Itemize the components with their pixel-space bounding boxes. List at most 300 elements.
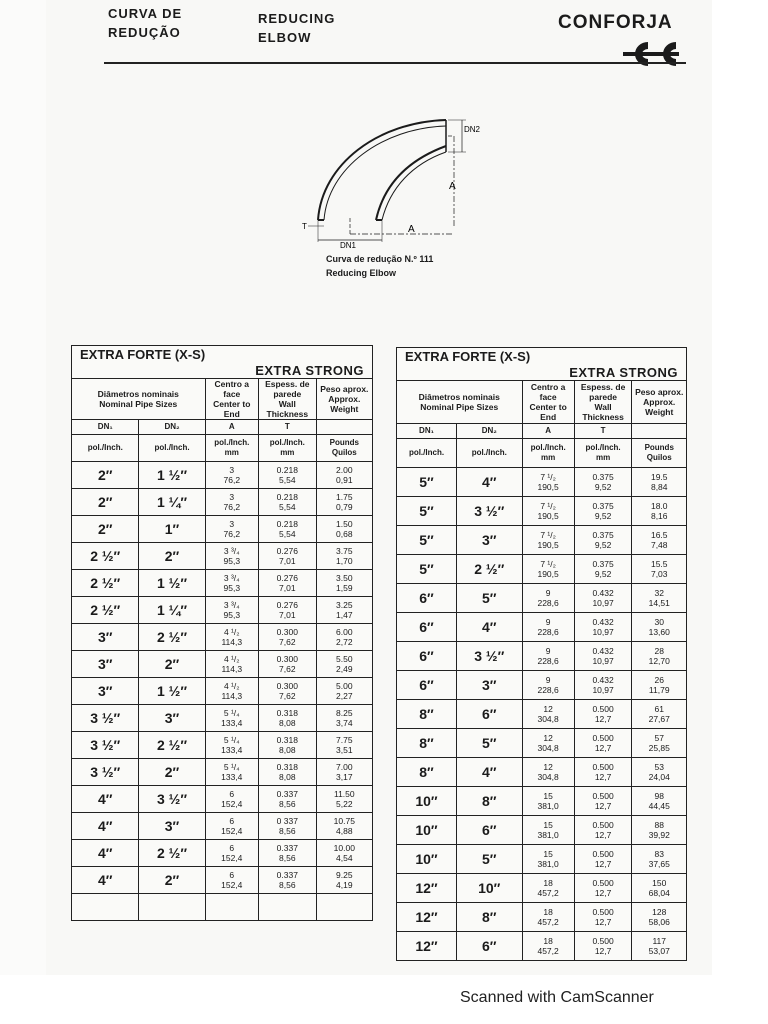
- table-row: [72, 651, 373, 678]
- title-english: [258, 9, 368, 47]
- a-mm-value: 304,8: [537, 714, 559, 724]
- weight-pt: Peso aprox.: [320, 384, 369, 394]
- dn1-cell: 10″: [397, 845, 457, 874]
- symbol-header-row: [397, 424, 687, 439]
- table-row: [397, 816, 687, 845]
- a-in-value: 3 ³/₄: [223, 600, 240, 610]
- a-mm-value: 114,3: [221, 637, 243, 647]
- t-cell: [258, 813, 316, 840]
- dn2-cell: 3 ½″: [456, 642, 522, 671]
- table-title-pt: EXTRA FORTE (X-S): [397, 348, 687, 365]
- a-cell: [205, 516, 258, 543]
- dn2-unit: pol./Inch.: [139, 435, 205, 462]
- table-row: [397, 787, 687, 816]
- t-unit-mm: mm: [280, 448, 295, 457]
- a-mm-value: 228,6: [537, 598, 559, 608]
- t-mm-value: 8,56: [279, 799, 296, 809]
- t-mm-value: 12,7: [594, 714, 612, 724]
- title-pt-line2: REDUÇÃO: [108, 25, 181, 40]
- table-row: [397, 526, 687, 555]
- w-lb-value: 8.25: [336, 708, 353, 718]
- t-cell: [258, 489, 316, 516]
- t-in-value: 0.432: [592, 646, 614, 656]
- dn2-header: DN₂: [456, 424, 522, 439]
- dn1-cell: 3″: [72, 678, 139, 705]
- a-in-value: 18: [543, 878, 553, 888]
- t-mm-value: 12,7: [594, 917, 612, 927]
- t-cell: [574, 613, 632, 642]
- table-row: [397, 845, 687, 874]
- a-unit-inch: pol./Inch.: [530, 443, 566, 452]
- table-row: [72, 462, 373, 489]
- table-title-pt: EXTRA FORTE (X-S): [72, 346, 373, 363]
- dn2-cell: 3″: [456, 526, 522, 555]
- w-lb-value: 150: [652, 878, 667, 888]
- table-title-row: [72, 346, 373, 363]
- a-cell: [205, 813, 258, 840]
- a-unit: [522, 439, 574, 468]
- t-mm-value: 5,54: [279, 475, 296, 485]
- a-in-value: 18: [543, 936, 553, 946]
- t-cell: [574, 874, 632, 903]
- dn2-cell: 2″: [139, 759, 205, 786]
- w-kg-value: 7,03: [650, 569, 668, 579]
- dn2-cell: 2″: [139, 867, 205, 894]
- weight-cell: [632, 555, 687, 584]
- a-cell: [522, 642, 574, 671]
- weight-blank-header: [316, 420, 372, 435]
- a-mm-value: 95,3: [223, 583, 241, 593]
- t-mm-value: 12,7: [594, 743, 612, 753]
- weight-header: [316, 379, 372, 420]
- a-mm-value: 152,4: [221, 799, 243, 809]
- weight-pt: Peso aprox.: [635, 387, 684, 397]
- t-cell: [258, 759, 316, 786]
- weight-cell: [632, 468, 687, 497]
- a-cell: [522, 787, 574, 816]
- w-lb-value: 11.50: [333, 789, 355, 799]
- a-in-value: 15: [543, 849, 553, 859]
- w-kg-value: 25,85: [648, 743, 670, 753]
- weight-cell: [632, 874, 687, 903]
- scanner-watermark: Scanned with CamScanner: [460, 989, 654, 1006]
- nominal-sizes-header: [397, 381, 523, 424]
- a-cell: [205, 651, 258, 678]
- dn2-header: DN₂: [139, 420, 205, 435]
- weight-unit-quilos: Quilos: [646, 453, 672, 462]
- dn2-cell: 1″: [139, 516, 205, 543]
- table-subtitle-row: [397, 364, 687, 381]
- t-in-value: 0.500: [592, 936, 614, 946]
- dn2-cell: 5″: [456, 584, 522, 613]
- right-table-body: [397, 468, 687, 961]
- t-mm-value: 8,56: [279, 826, 296, 836]
- t-unit-mm: mm: [595, 453, 611, 462]
- t-mm-value: 7,01: [279, 610, 296, 620]
- weight-cell: [316, 705, 372, 732]
- t-in-value: 0.276: [276, 600, 298, 610]
- t-in-value: 0.276: [276, 546, 298, 556]
- weight-cell: [316, 678, 372, 705]
- dn2-cell: 3 ½″: [456, 497, 522, 526]
- a-cell: [205, 489, 258, 516]
- dn2-cell: 4″: [456, 758, 522, 787]
- weight-cell: [632, 526, 687, 555]
- t-mm-value: 8,08: [279, 745, 296, 755]
- a-in-value: 6: [229, 843, 235, 853]
- table-row: [72, 705, 373, 732]
- unit-header-row: [397, 439, 687, 468]
- table-row: [72, 867, 373, 894]
- a-in-value: 7 ¹/₂: [540, 472, 556, 482]
- t-in-value: 0.500: [592, 762, 614, 772]
- t-cell: [258, 543, 316, 570]
- table-row: [72, 597, 373, 624]
- a-mm-value: 381,0: [537, 830, 559, 840]
- weight-cell: [316, 597, 372, 624]
- a-mm-value: 381,0: [537, 801, 559, 811]
- dn1-cell: 5″: [397, 497, 457, 526]
- dn1-cell: 12″: [397, 932, 457, 961]
- t-cell: [258, 705, 316, 732]
- table-row: [72, 570, 373, 597]
- t-cell: [574, 584, 632, 613]
- w-lb-value: 15.5: [650, 559, 668, 569]
- empty-cell: [139, 894, 205, 921]
- a-cell: [522, 932, 574, 961]
- a-cell: [205, 570, 258, 597]
- a-cell: [522, 874, 574, 903]
- weight-cell: [632, 497, 687, 526]
- t-in-value: 0.337: [276, 870, 298, 880]
- t-cell: [574, 642, 632, 671]
- w-kg-value: 24,04: [648, 772, 670, 782]
- center-to-end-pt: Centro a face: [530, 382, 566, 402]
- w-kg-value: 0,68: [336, 529, 353, 539]
- dn1-cell: 2 ½″: [72, 597, 139, 624]
- t-mm-value: 12,7: [594, 801, 612, 811]
- t-in-value: 0 337: [276, 816, 298, 826]
- binding-edge: [0, 0, 46, 975]
- center-to-end-header: [522, 381, 574, 424]
- dn1-cell: 8″: [397, 729, 457, 758]
- a-in-value: 9: [545, 675, 551, 685]
- w-lb-value: 18.0: [650, 501, 668, 511]
- a-in-value: 3 ³/₄: [223, 546, 240, 556]
- a-mm-value: 457,2: [537, 917, 559, 927]
- a-mm-value: 76,2: [223, 475, 241, 485]
- dn2-cell: 4″: [456, 468, 522, 497]
- brand-name: CONFORJA: [558, 12, 673, 33]
- dn2-cell: 1 ½″: [139, 462, 205, 489]
- dn1-header: DN₁: [72, 420, 139, 435]
- t-mm-value: 7,62: [279, 664, 296, 674]
- a-cell: [205, 543, 258, 570]
- table-row: [397, 642, 687, 671]
- dn1-cell: 5″: [397, 526, 457, 555]
- dn2-cell: 1 ½″: [139, 678, 205, 705]
- w-lb-value: 9.25: [336, 870, 353, 880]
- wall-thickness-header: [258, 379, 316, 420]
- dn2-unit: pol./Inch.: [456, 439, 522, 468]
- reducing-elbow-drawing: [298, 108, 498, 248]
- dn1-cell: 8″: [397, 758, 457, 787]
- a-in-value: 4 ¹/₂: [223, 627, 240, 637]
- dn1-cell: 8″: [397, 700, 457, 729]
- a-in-value: 6: [229, 870, 235, 880]
- a-in-value: 3: [229, 492, 235, 502]
- a-mm-value: 304,8: [537, 743, 559, 753]
- t-in-value: 0.337: [276, 789, 298, 799]
- a-header: A: [522, 424, 574, 439]
- a-in-value: 12: [543, 733, 553, 743]
- t-in-value: 0.500: [592, 878, 614, 888]
- center-to-end-header: [205, 379, 258, 420]
- dn1-cell: 2″: [72, 516, 139, 543]
- w-lb-value: 26: [654, 675, 664, 685]
- a-in-value: 18: [543, 907, 553, 917]
- w-lb-value: 16.5: [650, 530, 668, 540]
- table-row: [397, 468, 687, 497]
- dn1-cell: 6″: [397, 671, 457, 700]
- a-in-value: 15: [543, 791, 553, 801]
- table-row: [397, 671, 687, 700]
- empty-cell: [316, 894, 372, 921]
- a-in-value: 5 ¹/₄: [223, 735, 240, 745]
- a-in-value: 3 ³/₄: [223, 573, 240, 583]
- table-row: [397, 903, 687, 932]
- a-vertical-dimension-label: A: [449, 181, 456, 192]
- nominal-sizes-pt: Diâmetros nominais: [418, 392, 500, 402]
- nominal-sizes-pt: Diâmetros nominais: [97, 389, 179, 399]
- table-row: [72, 678, 373, 705]
- t-cell: [574, 468, 632, 497]
- w-kg-value: 39,92: [648, 830, 670, 840]
- a-cell: [522, 584, 574, 613]
- a-in-value: 5 ¹/₄: [223, 762, 240, 772]
- t-in-value: 0.276: [276, 573, 298, 583]
- t-mm-value: 8,08: [279, 718, 296, 728]
- w-lb-value: 3.50: [336, 573, 353, 583]
- w-lb-value: 88: [654, 820, 664, 830]
- t-in-value: 0.500: [592, 791, 614, 801]
- a-cell: [522, 526, 574, 555]
- weight-cell: [316, 786, 372, 813]
- a-mm-value: 190,5: [537, 511, 559, 521]
- t-mm-value: 9,52: [594, 511, 612, 521]
- weight-en: Approx. Weight: [643, 397, 676, 417]
- w-lb-value: 5.00: [336, 681, 353, 691]
- t-cell: [258, 732, 316, 759]
- a-unit-mm: mm: [541, 453, 556, 462]
- t-cell: [574, 700, 632, 729]
- w-lb-value: 19.5: [650, 472, 668, 482]
- table-title-en: EXTRA STRONG: [72, 362, 373, 379]
- dn1-cell: 5″: [397, 468, 457, 497]
- t-cell: [574, 526, 632, 555]
- a-cell: [205, 867, 258, 894]
- wall-thickness-pt: Espess. de parede: [580, 382, 626, 402]
- a-cell: [522, 845, 574, 874]
- table-row: [72, 516, 373, 543]
- dn1-cell: 3″: [72, 624, 139, 651]
- table-row: [397, 932, 687, 961]
- table-title-en: EXTRA STRONG: [397, 364, 687, 381]
- dn1-cell: 12″: [397, 874, 457, 903]
- t-mm-value: 12,7: [594, 946, 612, 956]
- symbol-header-row: [72, 420, 373, 435]
- w-lb-value: 5.50: [336, 654, 353, 664]
- w-lb-value: 1.50: [336, 519, 353, 529]
- dn1-cell: 3 ½″: [72, 705, 139, 732]
- a-mm-value: 95,3: [223, 610, 241, 620]
- dn1-cell: 4″: [72, 867, 139, 894]
- a-mm-value: 228,6: [537, 627, 559, 637]
- dn1-unit: pol./Inch.: [397, 439, 457, 468]
- w-kg-value: 5,22: [336, 799, 353, 809]
- dn1-cell: 2 ½″: [72, 543, 139, 570]
- weight-cell: [632, 903, 687, 932]
- w-lb-value: 2.00: [336, 465, 353, 475]
- a-cell: [522, 758, 574, 787]
- w-lb-value: 83: [654, 849, 664, 859]
- t-in-value: 0.500: [592, 820, 614, 830]
- table-subtitle-row: [72, 362, 373, 379]
- weight-en: Approx. Weight: [328, 394, 361, 414]
- weight-cell: [632, 642, 687, 671]
- t-in-value: 0.375: [592, 472, 614, 482]
- a-mm-value: 133,4: [221, 718, 243, 728]
- a-mm-value: 133,4: [221, 745, 243, 755]
- w-kg-value: 8,84: [650, 482, 668, 492]
- w-kg-value: 44,45: [648, 801, 670, 811]
- weight-blank-header: [632, 424, 687, 439]
- w-lb-value: 57: [654, 733, 664, 743]
- w-kg-value: 53,07: [648, 946, 670, 956]
- dn2-cell: 3″: [139, 705, 205, 732]
- t-cell: [258, 840, 316, 867]
- a-in-value: 4 ¹/₂: [223, 654, 240, 664]
- dn2-cell: 8″: [456, 903, 522, 932]
- weight-cell: [316, 543, 372, 570]
- dn1-cell: 3 ½″: [72, 732, 139, 759]
- drawing-caption-pt: Curva de redução N.º 111: [326, 254, 434, 264]
- w-kg-value: 4,19: [336, 880, 353, 890]
- t-in-value: 0.375: [592, 559, 614, 569]
- a-mm-value: 457,2: [537, 946, 559, 956]
- a-mm-value: 133,4: [221, 772, 243, 782]
- t-dimension-label: T: [302, 222, 307, 231]
- t-in-value: 0.432: [592, 675, 614, 685]
- t-mm-value: 12,7: [594, 859, 612, 869]
- a-mm-value: 457,2: [537, 888, 559, 898]
- w-lb-value: 7.00: [336, 762, 353, 772]
- w-lb-value: 32: [654, 588, 664, 598]
- dn2-cell: 4″: [456, 613, 522, 642]
- w-kg-value: 2,27: [336, 691, 353, 701]
- t-cell: [574, 932, 632, 961]
- a-mm-value: 76,2: [223, 529, 241, 539]
- t-in-value: 0.318: [276, 762, 298, 772]
- w-lb-value: 61: [654, 704, 664, 714]
- w-kg-value: 13,60: [648, 627, 670, 637]
- table-row: [72, 759, 373, 786]
- a-mm-value: 304,8: [537, 772, 559, 782]
- a-mm-value: 152,4: [221, 853, 243, 863]
- t-mm-value: 12,7: [594, 888, 612, 898]
- dn2-cell: 3″: [456, 671, 522, 700]
- a-horizontal-dimension-label: A: [408, 224, 415, 235]
- cc-logo-icon: [619, 38, 681, 70]
- dn1-cell: 2 ½″: [72, 570, 139, 597]
- w-lb-value: 6.00: [336, 627, 353, 637]
- table-row: [397, 874, 687, 903]
- t-in-value: 0.318: [276, 735, 298, 745]
- w-lb-value: 128: [652, 907, 667, 917]
- a-in-value: 7 ¹/₂: [540, 530, 556, 540]
- w-kg-value: 27,67: [648, 714, 670, 724]
- t-unit: [258, 435, 316, 462]
- t-mm-value: 9,52: [594, 540, 612, 550]
- t-mm-value: 10,97: [592, 627, 614, 637]
- dn1-cell: 10″: [397, 816, 457, 845]
- table-row: [397, 584, 687, 613]
- t-cell: [258, 624, 316, 651]
- w-kg-value: 12,70: [648, 656, 670, 666]
- dn2-cell: 10″: [456, 874, 522, 903]
- a-in-value: 9: [545, 646, 551, 656]
- w-kg-value: 1,47: [336, 610, 353, 620]
- a-cell: [205, 462, 258, 489]
- a-cell: [522, 729, 574, 758]
- a-in-value: 6: [229, 816, 235, 826]
- table-row: [72, 732, 373, 759]
- a-in-value: 5 ¹/₄: [223, 708, 240, 718]
- dn2-cell: 2 ½″: [139, 840, 205, 867]
- w-lb-value: 1.75: [336, 492, 353, 502]
- t-cell: [258, 462, 316, 489]
- w-kg-value: 2,49: [336, 664, 353, 674]
- weight-cell: [316, 570, 372, 597]
- dn2-cell: 6″: [456, 932, 522, 961]
- weight-cell: [632, 613, 687, 642]
- center-to-end-en: Center to End: [529, 402, 567, 422]
- a-cell: [205, 786, 258, 813]
- dn1-cell: 3 ½″: [72, 759, 139, 786]
- t-mm-value: 10,97: [592, 685, 614, 695]
- a-mm-value: 76,2: [223, 502, 241, 512]
- nominal-sizes-en: Nominal Pipe Sizes: [420, 402, 499, 412]
- a-in-value: 3: [229, 519, 235, 529]
- weight-cell: [632, 700, 687, 729]
- w-kg-value: 14,51: [648, 598, 670, 608]
- wall-thickness-pt: Espess. de parede: [265, 379, 310, 399]
- dn2-cell: 2 ½″: [139, 624, 205, 651]
- t-in-value: 0.218: [276, 519, 298, 529]
- dn1-cell: 10″: [397, 787, 457, 816]
- dn1-dimension-label: DN1: [340, 241, 357, 248]
- t-mm-value: 7,01: [279, 556, 296, 566]
- w-lb-value: 10.75: [333, 816, 355, 826]
- dn1-cell: 2″: [72, 489, 139, 516]
- weight-cell: [316, 840, 372, 867]
- t-mm-value: 12,7: [594, 830, 612, 840]
- t-cell: [574, 903, 632, 932]
- dn2-cell: 2″: [139, 543, 205, 570]
- t-mm-value: 10,97: [592, 656, 614, 666]
- weight-header: [632, 381, 687, 424]
- t-in-value: 0.375: [592, 501, 614, 511]
